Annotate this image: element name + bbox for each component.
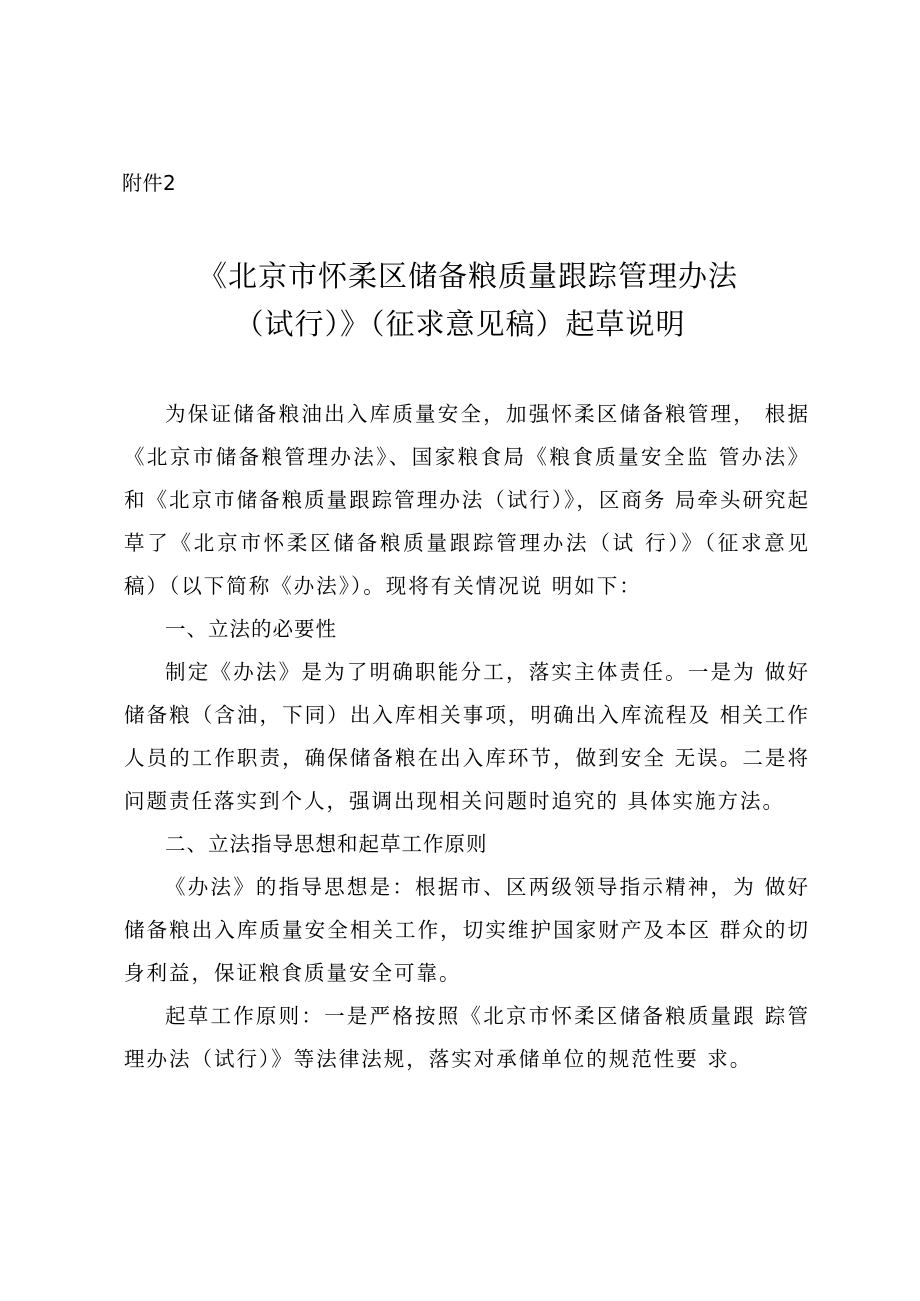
intro-paragraph: 为保证储备粮油出入库质量安全，加强怀柔区储备粮管理， 根据《北京市储备粮管理办法》、国家粮食局《粮食质量安全监 管办法》和《北京市储备粮质量跟踪管理办法（试行）》，区商务 局牵头研究起草了《北京市怀柔区储备粮质量跟踪管理办法（试 行）》（征求意见稿）（以下简称《办法》）。现将有关情况说 明如下： [124, 402, 810, 598]
necessity-paragraph: 制定《办法》是为了明确职能分工，落实主体责任。一是为 做好储备粮（含油，下同）出入库相关事项，明确出入库流程及 相关工作人员的工作职责，确保储备粮在出入库环节，做到安全 无误。二是将问题责任落实到个人，强调出现相关问题时追究的 具体实施方法。 [124, 660, 810, 813]
document-body [124, 393, 810, 1081]
document-title-line-2: （试行）》（征求意见稿）起草说明 [234, 307, 686, 341]
drafting-principle-paragraph: 起草工作原则：一是严格按照《北京市怀柔区储备粮质量跟 踪管理办法（试行）》等法律法规，落实对承储单位的规范性要 求。 [124, 1004, 810, 1071]
section-heading-principles: 二、立法指导思想和起草工作原则 [165, 832, 488, 856]
attachment-label: 附件2 [122, 171, 177, 195]
document-title-line-1: 《北京市怀柔区储备粮质量跟踪管理办法 [197, 259, 738, 293]
guiding-thought-paragraph: 《办法》的指导思想是：根据市、区两级领导指示精神，为 做好储备粮出入库质量安全相关工作，切实维护国家财产及本区 群众的切身利益，保证粮食质量安全可靠。 [124, 875, 810, 985]
section-heading-necessity: 一、立法的必要性 [165, 617, 337, 641]
